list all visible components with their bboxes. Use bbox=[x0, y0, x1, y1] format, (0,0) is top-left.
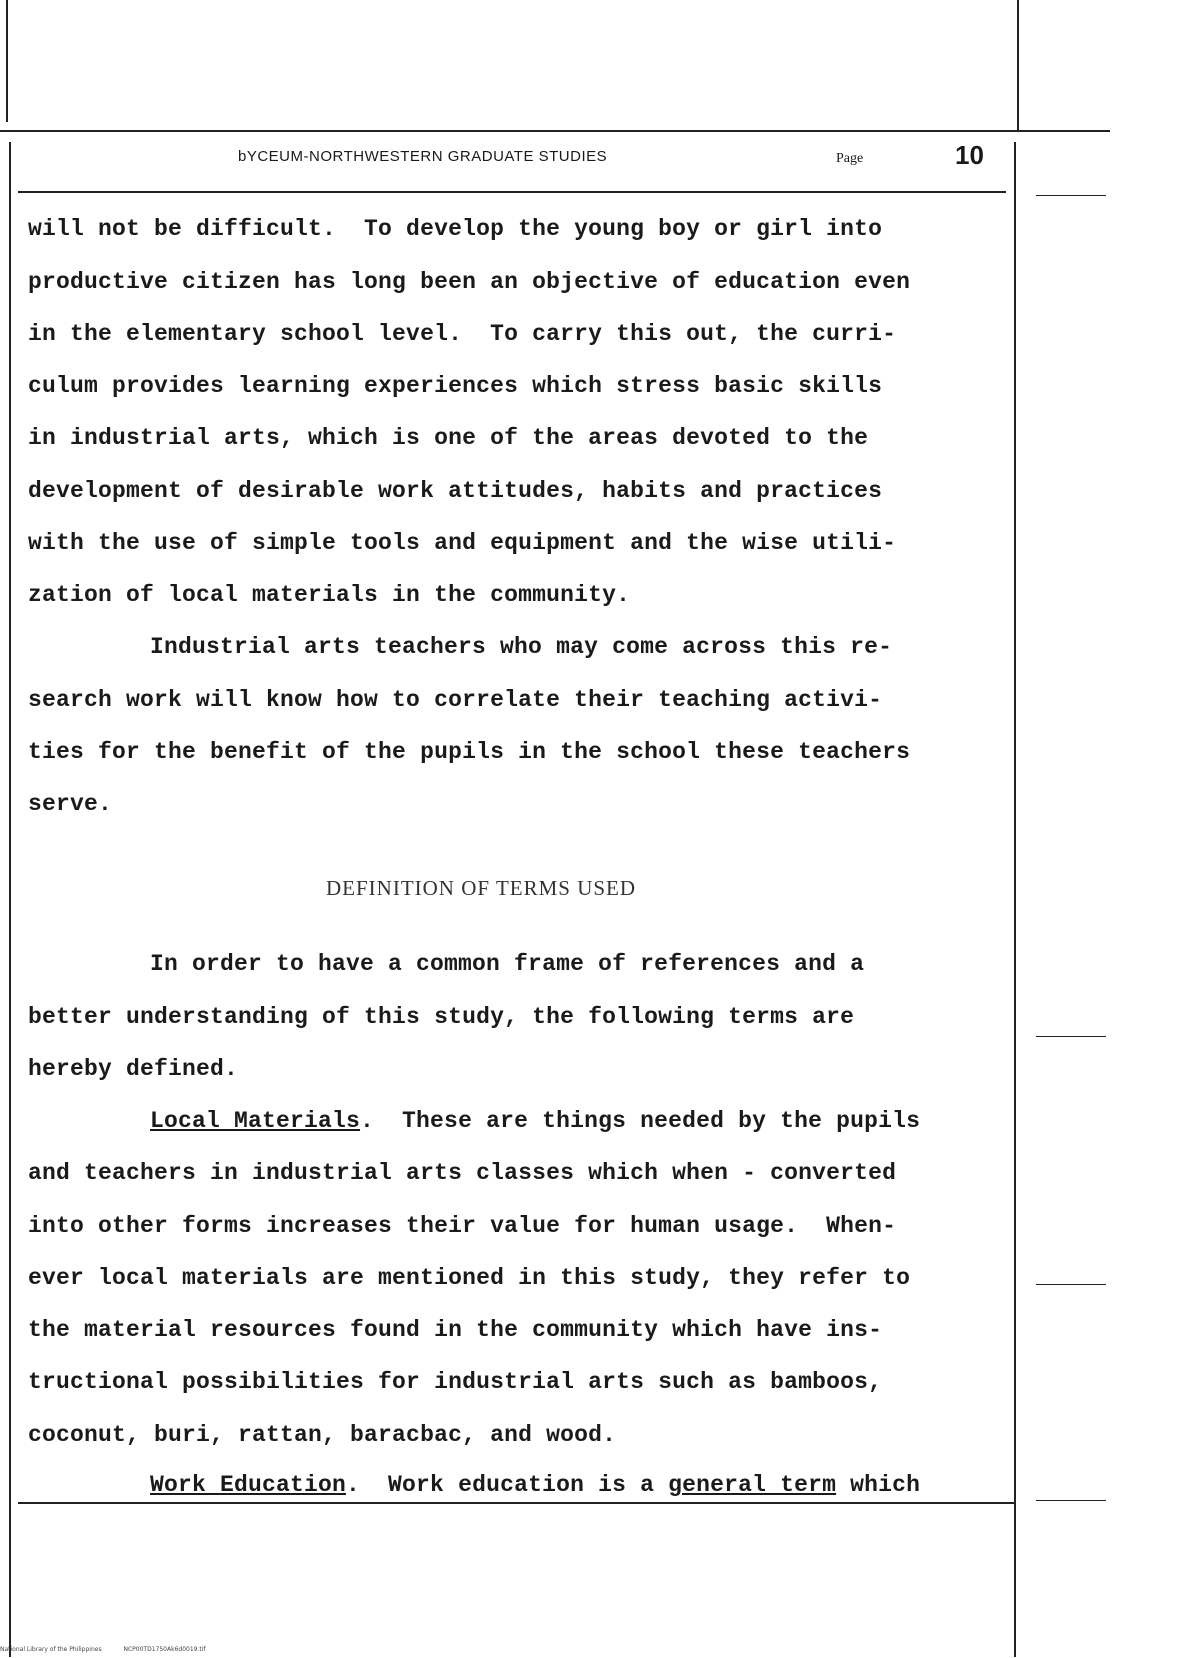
text-line: with the use of simple tools and equipment and the wise utili- bbox=[28, 530, 897, 556]
term-local-materials: Local Materials bbox=[150, 1108, 361, 1134]
definition-local-materials-first-line bbox=[150, 1107, 920, 1135]
text-line: coconut, buri, rattan, baracbac, and wood. bbox=[28, 1422, 617, 1448]
page-label: Page bbox=[836, 151, 864, 166]
footer-filename: NCP00TD1750Ak6d0019.tif bbox=[123, 1646, 206, 1653]
footer-library: National Library of the Philippines bbox=[0, 1646, 102, 1653]
page-right-border bbox=[1014, 142, 1016, 1657]
text-line: and teachers in industrial arts classes which when - converted bbox=[28, 1160, 897, 1186]
definition-work-education-first-line bbox=[150, 1471, 920, 1499]
right-margin-tick bbox=[1036, 195, 1106, 196]
text-line: the material resources found in the community which have ins- bbox=[28, 1317, 883, 1343]
text-line: tructional possibilities for industrial arts such as bamboos, bbox=[28, 1369, 883, 1395]
top-left-margin-line bbox=[6, 0, 8, 122]
text-line: development of desirable work attitudes, habits and practices bbox=[28, 478, 883, 504]
section-heading: DEFINITION OF TERMS USED bbox=[326, 876, 637, 900]
text-line: zation of local materials in the community. bbox=[28, 582, 631, 608]
text-line: ever local materials are mentioned in this study, they refer to bbox=[28, 1265, 911, 1291]
text-line: into other forms increases their value for human usage. When- bbox=[28, 1213, 897, 1239]
page-left-border bbox=[9, 142, 11, 1657]
top-right-margin-line bbox=[1017, 0, 1019, 132]
right-margin-tick bbox=[1036, 1036, 1106, 1037]
scan-footer bbox=[0, 1646, 226, 1653]
text-line: search work will know how to correlate their teaching activi- bbox=[28, 687, 883, 713]
text-line: better understanding of this study, the following terms are bbox=[28, 1004, 855, 1030]
text-line: In order to have a common frame of references and a bbox=[150, 951, 865, 977]
text-line: in the elementary school level. To carry this out, the curri- bbox=[28, 321, 897, 347]
text-line: culum provides learning experiences which stress basic skills bbox=[28, 373, 883, 399]
definition-text: which bbox=[836, 1472, 921, 1498]
footer-rule bbox=[18, 1502, 1014, 1504]
text-line: ties for the benefit of the pupils in the school these teachers bbox=[28, 739, 911, 765]
text-line: productive citizen has long been an objective of education even bbox=[28, 269, 911, 295]
term-work-education: Work Education bbox=[150, 1472, 347, 1498]
page-top-border bbox=[0, 130, 1110, 132]
underlined-phrase: general term bbox=[668, 1472, 837, 1498]
definition-text: . These are things needed by the pupils bbox=[360, 1108, 921, 1134]
text-line: in industrial arts, which is one of the areas devoted to the bbox=[28, 425, 869, 451]
page-number: 10 bbox=[955, 140, 984, 170]
header-bottom-rule bbox=[18, 191, 1006, 193]
text-line: will not be difficult. To develop the young boy or girl into bbox=[28, 216, 883, 242]
text-line: Industrial arts teachers who may come across this re- bbox=[150, 634, 893, 660]
right-margin-tick bbox=[1036, 1284, 1106, 1285]
text-line: hereby defined. bbox=[28, 1056, 239, 1082]
definition-text: . Work education is a bbox=[346, 1472, 669, 1498]
right-margin-tick bbox=[1036, 1500, 1106, 1501]
running-header-title: bYCEUM-NORTHWESTERN GRADUATE STUDIES bbox=[238, 148, 608, 165]
text-line: serve. bbox=[28, 791, 113, 817]
